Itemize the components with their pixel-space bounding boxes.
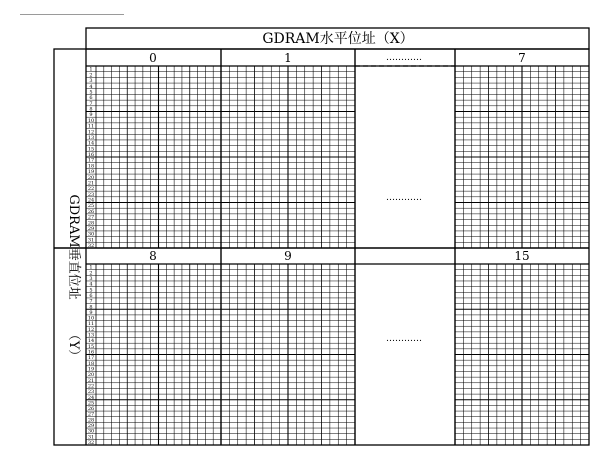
row-label-upper: 10 <box>87 117 95 124</box>
row-label-upper: 2 <box>89 72 93 79</box>
row-label-lower: 1 <box>89 264 93 271</box>
row-label-lower: 25 <box>87 400 95 407</box>
row-label-upper: 15 <box>87 146 95 153</box>
row-label-upper: 24 <box>87 197 95 204</box>
column-label-1: 1 <box>284 51 292 65</box>
row-label-upper: 12 <box>87 129 95 136</box>
row-label-upper: 22 <box>87 186 95 193</box>
row-label-lower: 12 <box>87 326 95 333</box>
row-label-lower: 27 <box>87 411 95 418</box>
row-label-lower: 13 <box>87 332 95 339</box>
row-label-lower: 32 <box>87 440 95 446</box>
row-label-lower: 2 <box>89 270 93 277</box>
row-label-lower: 9 <box>89 309 93 316</box>
row-label-upper: 4 <box>89 83 93 90</box>
y-axis-title <box>66 194 82 362</box>
row-label-upper: 1 <box>89 66 93 73</box>
column-label-15: 15 <box>514 249 530 263</box>
row-label-upper: 8 <box>89 106 93 113</box>
y-axis-title-suffix: （Y） <box>66 327 81 363</box>
column-label-0: 0 <box>149 51 157 65</box>
row-label-upper: 19 <box>87 169 95 176</box>
row-label-lower: 10 <box>87 315 95 322</box>
row-label-lower: 14 <box>87 338 95 345</box>
row-label-lower: 31 <box>87 434 95 441</box>
row-label-lower: 28 <box>87 417 95 424</box>
row-label-lower: 21 <box>87 377 95 384</box>
row-label-upper: 26 <box>87 208 95 215</box>
row-label-lower: 29 <box>87 423 95 430</box>
row-label-upper: 5 <box>89 89 93 96</box>
y-axis-title-main: GDRAM垂直位址 <box>66 194 81 300</box>
column-label-9: 9 <box>284 249 292 263</box>
row-label-lower: 18 <box>87 360 95 367</box>
row-label-upper: 31 <box>87 237 95 244</box>
row-label-lower: 3 <box>89 275 93 282</box>
row-label-lower: 20 <box>87 372 95 379</box>
row-label-lower: 26 <box>87 406 95 413</box>
row-label-lower: 6 <box>89 292 93 299</box>
ellipsis-lower: ………… <box>386 334 422 344</box>
column-label-7: 7 <box>518 51 526 65</box>
row-label-lower: 8 <box>89 304 93 311</box>
row-label-lower: 30 <box>87 428 95 435</box>
row-label-lower: 23 <box>87 389 95 396</box>
row-label-lower: 7 <box>89 298 93 305</box>
row-label-lower: 22 <box>87 383 95 390</box>
row-label-upper: 27 <box>87 214 95 221</box>
row-label-upper: 20 <box>87 174 95 181</box>
row-label-upper: 23 <box>87 191 95 198</box>
row-label-upper: 25 <box>87 203 95 210</box>
grid-layer <box>54 49 589 445</box>
row-label-lower: 4 <box>89 281 93 288</box>
row-label-upper: 17 <box>87 157 95 164</box>
row-label-lower: 11 <box>87 321 95 328</box>
row-label-upper: 30 <box>87 231 95 238</box>
row-label-lower: 24 <box>87 394 95 401</box>
row-label-upper: 21 <box>87 180 95 187</box>
row-label-upper: 28 <box>87 220 95 227</box>
column-label-8: 8 <box>149 249 157 263</box>
row-label-lower: 15 <box>87 343 95 350</box>
row-label-upper: 11 <box>87 123 95 130</box>
row-label-lower: 5 <box>89 287 93 294</box>
row-label-upper: 9 <box>89 112 93 119</box>
ellipsis-header: ………… <box>386 53 422 63</box>
x-axis-title: GDRAM水平位址（X） <box>262 31 414 47</box>
row-label-upper: 14 <box>87 140 95 147</box>
row-label-upper: 6 <box>89 95 93 102</box>
row-label-lower: 19 <box>87 366 95 373</box>
row-label-upper: 16 <box>87 152 95 158</box>
row-label-upper: 32 <box>87 243 95 249</box>
row-label-upper: 29 <box>87 225 95 232</box>
row-label-lower: 16 <box>87 349 95 356</box>
row-labels <box>88 67 94 446</box>
row-label-lower: 17 <box>87 355 95 362</box>
row-label-upper: 18 <box>87 163 95 170</box>
row-label-upper: 13 <box>87 134 95 141</box>
row-label-upper: 3 <box>89 78 93 85</box>
row-label-upper: 7 <box>89 100 93 107</box>
ellipsis-upper: ………… <box>386 193 422 203</box>
